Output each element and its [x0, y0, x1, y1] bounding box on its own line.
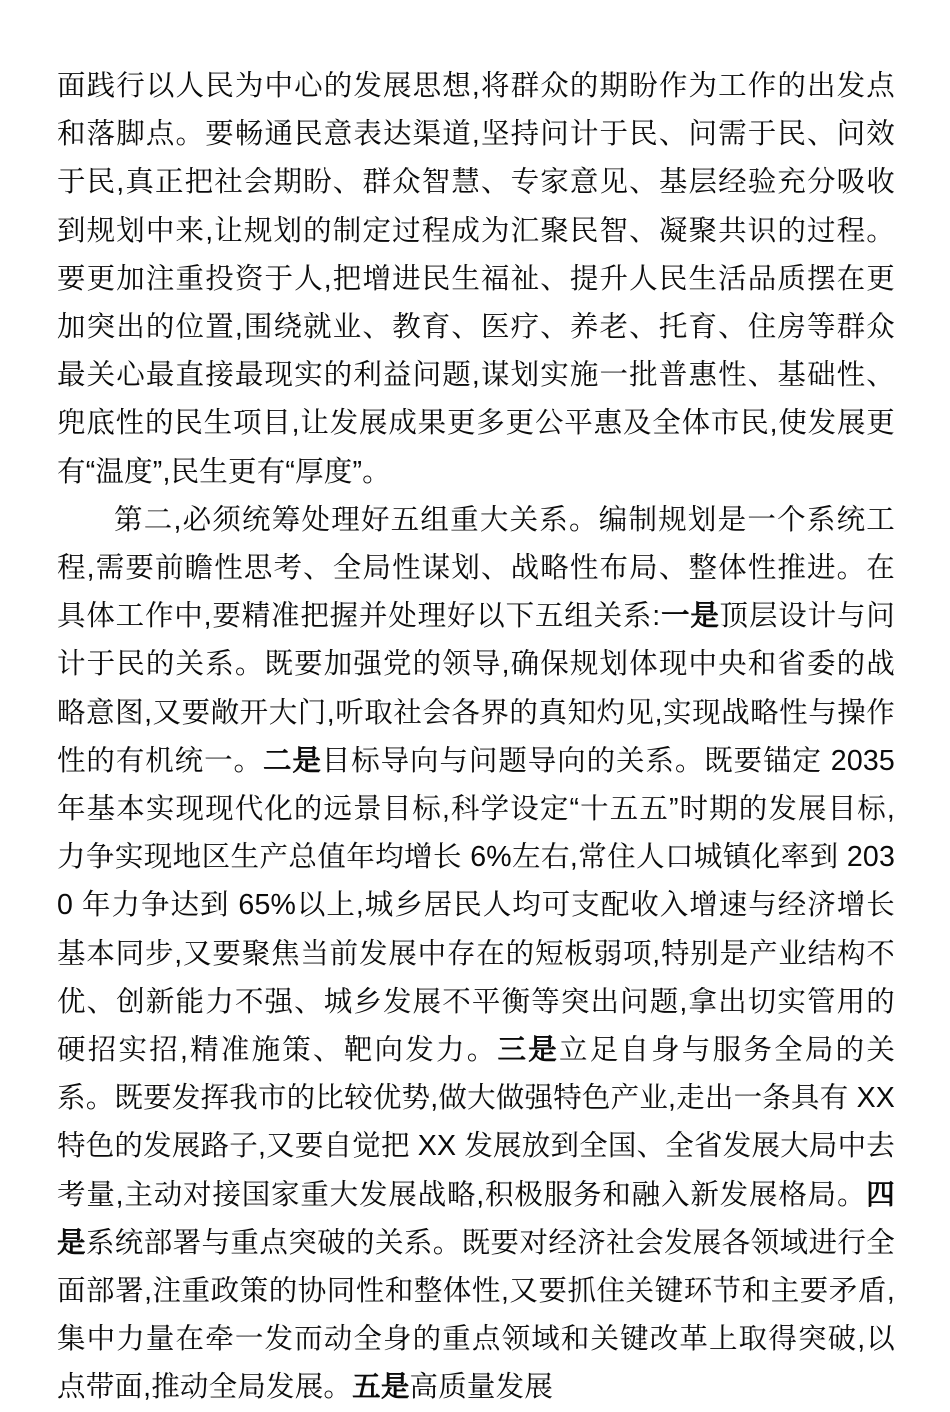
paragraph-second-point — [57, 496, 895, 1412]
enumeration-marker: 二是 — [262, 744, 322, 777]
body-text-run: 目标导向与问题导向的关系。既要锚定 2035 年基本实现现代化的远景目标,科学设定“十五五”时期的发展目标,力争实现地区生产总值年均增长 6%左右,常住人口城镇化率到 2030 年力争达到 65%以上,城乡居民人均可支配收入增速与经济增长基本同步,又要聚焦当前发展中存在的短板弱项,特别是产业结构不优、创新能力不强、城乡发展不平衡等突出问题,拿出切实管用的硬招实招,精准施策、靶向发力。 — [57, 744, 895, 1067]
document-body — [57, 62, 895, 1412]
body-text-run: 高质量发展 — [409, 1371, 554, 1404]
body-text-run: 立足自身与服务全局的关系。既要发挥我市的比较优势,做大做强特色产业,走出一条具有 XX 特色的发展路子,又要自觉把 XX 发展放到全国、全省发展大局中去考量,主动对接国家重大发展战略,积极服务和融入新发展格局。 — [57, 1034, 896, 1211]
body-text-run: 面践行以人民为中心的发展思想,将群众的期盼作为工作的出发点和落脚点。要畅通民意表达渠道,坚持问计于民、问需于民、问效于民,真正把社会期盼、群众智慧、专家意见、基层经验充分吸收到规划中来,让规划的制定过程成为汇聚民智、凝聚共识的过程。要更加注重投资于人,把增进民生福祉、提升人民生活品质摆在更加突出的位置,围绕就业、教育、医疗、养老、托育、住房等群众最关心最直接最现实的利益问题,谋划实施一批普惠性、基础性、兜底性的民生项目,让发展成果更多更公平惠及全体市民,使发展更有“温度”,民生更有“厚度”。 — [57, 70, 895, 488]
enumeration-marker: 一是 — [660, 600, 720, 633]
body-text-run: 第二,必须统筹处理好五组重大关系。编制规划是一个系统工程,需要前瞻性思考、全局性谋划、战略性布局、整体性推进。在具体工作中,要精准把握并处理好以下五组关系: — [57, 503, 895, 633]
enumeration-marker: 五是 — [352, 1371, 410, 1404]
enumeration-marker: 三是 — [497, 1034, 559, 1067]
body-text-run: 系统部署与重点突破的关系。既要对经济社会发展各领域进行全面部署,注重政策的协同性和整体性,又要抓住关键环节和主要矛盾,集中力量在牵一发而动全身的重点领域和关键改革上取得突破,以点带面,推动全局发展。 — [57, 1226, 895, 1404]
paragraph-continuation — [57, 62, 895, 496]
enumeration-marker: 四是 — [57, 1178, 895, 1259]
body-text-run: 顶层设计与问计于民的关系。既要加强党的领导,确保规划体现中央和省委的战略意图,又要敞开大门,听取社会各界的真知灼见,实现战略性与操作性的有机统一。 — [57, 600, 895, 777]
